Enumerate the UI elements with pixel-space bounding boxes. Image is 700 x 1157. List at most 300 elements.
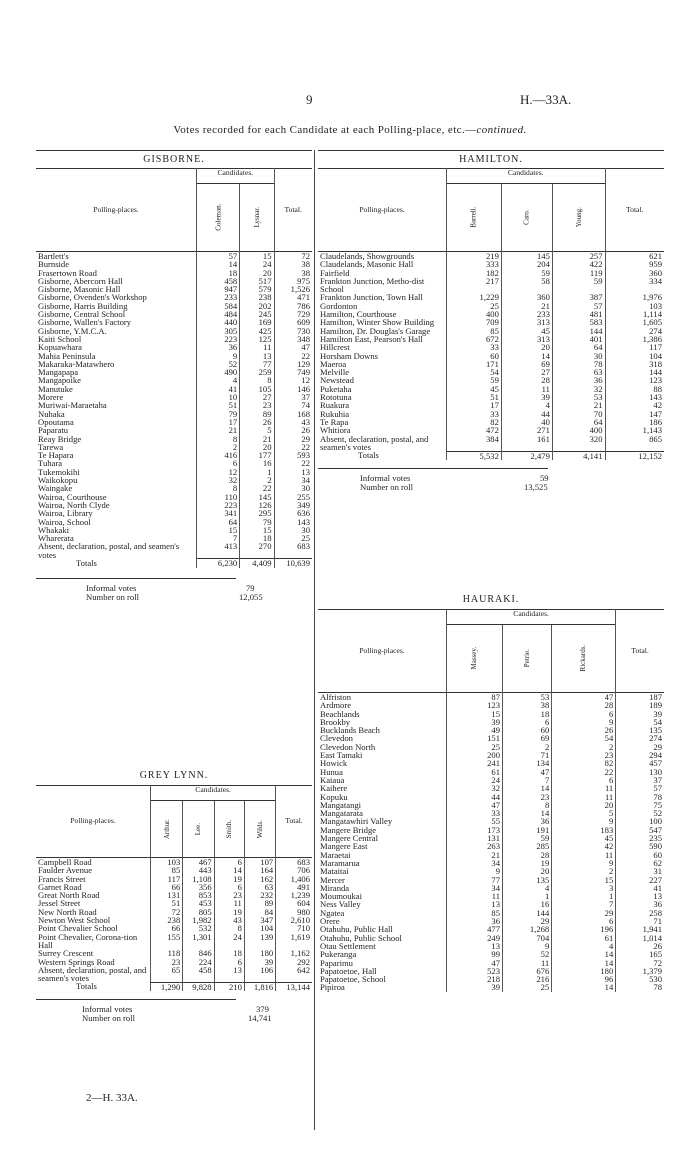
votes-cell: 20 — [503, 867, 552, 875]
votes-cell: 490 — [197, 368, 240, 376]
votes-cell: 77 — [240, 360, 274, 368]
votes-cell: 517 — [240, 277, 274, 285]
votes-cell: 196 — [552, 925, 616, 933]
votes-cell: 151 — [447, 734, 503, 742]
votes-cell: 21 — [197, 426, 240, 434]
votes-cell: 47 — [552, 693, 616, 702]
votes-cell: 13 — [447, 942, 503, 950]
total-cell: 43 — [274, 418, 312, 426]
votes-cell: 443 — [183, 866, 214, 874]
votes-cell: 47 — [447, 801, 503, 809]
polling-place-name: Gisborne, Central School — [38, 309, 126, 320]
polling-place-name: Mangapapa — [38, 367, 79, 378]
hauraki-section — [318, 594, 664, 992]
votes-cell: 64 — [552, 418, 605, 426]
votes-cell: 11 — [240, 343, 274, 351]
total-cell: 13 — [616, 892, 664, 900]
polling-place-name: Gisborne, Harris Building — [38, 300, 128, 311]
total-cell: 12 — [274, 376, 312, 384]
polling-place-name: Mangere Bridge — [320, 824, 377, 835]
hamilton-title: HAMILTON. — [318, 150, 664, 165]
total-cell: 165 — [616, 950, 664, 958]
votes-cell: 39 — [501, 393, 552, 401]
polling-place-name: Absent, declaration, postal, and seamen's votes — [38, 964, 147, 984]
votes-cell: 69 — [503, 734, 552, 742]
candidate-coleman-header: Coleman. — [197, 184, 240, 252]
total-cell: 31 — [616, 867, 664, 875]
total-cell: 706 — [276, 866, 312, 874]
informal-votes-label: Informal votes — [82, 1004, 133, 1015]
polling-place-name: Otahuhu, Public Hall — [320, 924, 393, 935]
votes-cell: 79 — [240, 518, 274, 526]
total-cell: 30 — [274, 484, 312, 492]
votes-cell: 11 — [552, 851, 616, 859]
votes-cell: 532 — [183, 924, 214, 932]
polling-places-header: Polling-places. — [70, 816, 116, 826]
votes-cell: 1,290 — [151, 982, 183, 991]
roll-value: 13,525 — [524, 481, 548, 492]
total-cell: 38 — [274, 269, 312, 277]
votes-cell: 13 — [447, 900, 503, 908]
votes-cell: 45 — [501, 327, 552, 335]
votes-cell: 387 — [552, 293, 605, 301]
polling-place-name: Puketaha — [320, 383, 352, 394]
votes-cell: 25 — [447, 743, 503, 751]
votes-cell: 947 — [197, 285, 240, 293]
total-cell: 491 — [276, 883, 312, 891]
votes-cell: 24 — [214, 933, 244, 950]
votes-cell: 17 — [197, 418, 240, 426]
polling-place-name: Te Rapa — [320, 416, 349, 427]
total-cell: 730 — [274, 327, 312, 335]
polling-place-name: Absent, declaration, postal, and seamen's votes — [38, 541, 180, 560]
votes-cell: 59 — [501, 269, 552, 277]
total-cell: 74 — [274, 401, 312, 409]
votes-cell: 11 — [552, 793, 616, 801]
votes-cell: 202 — [240, 302, 274, 310]
votes-cell: 61 — [447, 768, 503, 776]
votes-cell: 191 — [503, 826, 552, 834]
votes-cell: 709 — [447, 318, 502, 326]
polling-place-name: Wairoa, School — [38, 516, 91, 527]
polling-place-name: Garnet Road — [38, 881, 82, 892]
votes-cell: 69 — [501, 360, 552, 368]
candidates-header: Candidates. — [447, 610, 616, 625]
votes-cell: 26 — [552, 726, 616, 734]
votes-cell: 8 — [197, 484, 240, 492]
votes-cell: 676 — [503, 967, 552, 975]
votes-cell: 4,141 — [552, 451, 605, 460]
votes-cell: 183 — [552, 826, 616, 834]
votes-cell: 400 — [552, 426, 605, 434]
hamilton-section — [318, 150, 664, 495]
votes-cell: 6 — [214, 883, 244, 891]
polling-place-name: Ardmore — [320, 700, 352, 711]
hauraki-table — [318, 609, 664, 992]
total-cell: 227 — [616, 876, 664, 884]
votes-cell: 24 — [447, 776, 503, 784]
total-cell: 1,619 — [276, 933, 312, 950]
polling-place-name: Alfriston — [320, 692, 352, 702]
votes-cell: 6 — [214, 958, 244, 966]
total-cell: 29 — [274, 435, 312, 443]
total-cell: 683 — [274, 542, 312, 559]
polling-place-name: Gisborne, Ovenden's Workshop — [38, 292, 147, 303]
votes-cell: 15 — [447, 710, 503, 718]
votes-cell: 25 — [447, 302, 502, 310]
total-cell: 729 — [274, 310, 312, 318]
gisborne-title: GISBORNE. — [36, 150, 312, 165]
votes-cell: 36 — [197, 343, 240, 351]
votes-cell: 2 — [240, 476, 274, 484]
page-number: 9 — [306, 92, 313, 107]
votes-cell: 9 — [447, 867, 503, 875]
total-cell: 37 — [616, 776, 664, 784]
votes-cell: 204 — [501, 260, 552, 268]
total-cell: 1,162 — [276, 949, 312, 957]
polling-place-name: Gisborne, Abercorn Hall — [38, 275, 123, 286]
votes-cell: 33 — [447, 809, 503, 817]
total-cell: 72 — [274, 252, 312, 261]
polling-place-name: Papatoetoe, Hall — [320, 965, 377, 976]
polling-place-name: Frankton Junction, Town Hall — [320, 292, 423, 303]
votes-cell: 144 — [503, 909, 552, 917]
votes-cell: 34 — [447, 859, 503, 867]
votes-cell: 47 — [503, 768, 552, 776]
votes-cell: 99 — [447, 950, 503, 958]
total-cell: 103 — [605, 302, 664, 310]
votes-cell: 45 — [447, 385, 502, 393]
total-cell: 129 — [274, 360, 312, 368]
polling-place-name: Whakaki — [38, 524, 70, 535]
votes-cell: 23 — [214, 891, 244, 899]
votes-cell: 14 — [214, 866, 244, 874]
votes-cell: 416 — [197, 451, 240, 459]
total-cell: 29 — [616, 743, 664, 751]
votes-cell: 52 — [503, 950, 552, 958]
total-cell: 1,239 — [276, 891, 312, 899]
votes-cell: 162 — [244, 875, 275, 883]
polling-place-name: Hillcrest — [320, 342, 350, 353]
polling-place-name: Mangatarata — [320, 808, 363, 819]
greylynn-section — [36, 770, 312, 1026]
votes-cell: 271 — [501, 426, 552, 434]
votes-cell: 107 — [244, 858, 275, 867]
votes-cell: 118 — [151, 949, 183, 957]
total-cell: 75 — [616, 801, 664, 809]
votes-cell: 39 — [447, 718, 503, 726]
votes-cell: 484 — [197, 310, 240, 318]
total-cell: 71 — [616, 917, 664, 925]
votes-cell: 9 — [197, 352, 240, 360]
votes-cell: 241 — [447, 759, 503, 767]
informal-votes-value: 79 — [246, 582, 255, 593]
hamilton-footer — [318, 468, 548, 495]
votes-cell: 1 — [240, 468, 274, 476]
votes-cell: 13 — [214, 966, 244, 983]
votes-cell: 61 — [552, 934, 616, 942]
polling-place-name: Mangere East — [320, 841, 368, 852]
votes-cell: 217 — [447, 277, 502, 294]
votes-cell: 82 — [552, 759, 616, 767]
polling-place-name: Surrey Crescent — [38, 948, 94, 959]
total-cell: 636 — [274, 509, 312, 517]
table-row — [36, 966, 312, 983]
total-cell: 38 — [274, 260, 312, 268]
informal-votes-value: 379 — [256, 1004, 269, 1015]
polling-place-name: Jessel Street — [38, 898, 81, 909]
votes-cell: 245 — [240, 310, 274, 318]
votes-cell: 15 — [240, 252, 274, 261]
polling-place-name: Wairoa, North Clyde — [38, 499, 110, 510]
votes-cell: 16 — [240, 459, 274, 467]
total-cell: 604 — [276, 899, 312, 907]
polling-place-name: Frasertown Road — [38, 267, 97, 278]
votes-cell: 123 — [447, 701, 503, 709]
polling-place-name: Miranda — [320, 882, 350, 893]
votes-cell: 453 — [183, 899, 214, 907]
candidates-header: Candidates. — [197, 169, 275, 184]
total-cell: 2,610 — [276, 916, 312, 924]
votes-cell: 32 — [447, 784, 503, 792]
polling-place-name: Mangapoike — [38, 375, 81, 386]
votes-cell: 49 — [447, 726, 503, 734]
polling-place-name: Mangatangi — [320, 799, 362, 810]
votes-cell: 119 — [552, 269, 605, 277]
votes-cell: 51 — [151, 899, 183, 907]
votes-cell: 672 — [447, 335, 502, 343]
total-cell: 135 — [616, 726, 664, 734]
votes-cell: 1,982 — [183, 916, 214, 924]
votes-cell: 4,409 — [240, 559, 274, 568]
total-cell: 294 — [616, 751, 664, 759]
votes-cell: 23 — [503, 793, 552, 801]
votes-cell: 36 — [552, 376, 605, 384]
total-cell: 37 — [274, 393, 312, 401]
votes-cell: 145 — [501, 252, 552, 261]
votes-cell: 11 — [501, 385, 552, 393]
greylynn-footer — [36, 999, 272, 1026]
total-cell: 130 — [616, 768, 664, 776]
votes-cell: 169 — [240, 318, 274, 326]
votes-cell: 8 — [197, 435, 240, 443]
votes-cell: 7 — [552, 900, 616, 908]
polling-place-name: Brookby — [320, 716, 351, 727]
polling-place-name: Hamilton East, Pearson's Hall — [320, 333, 423, 344]
polling-place-name: Waikokopu — [38, 475, 78, 486]
total-cell: 147 — [605, 410, 664, 418]
votes-cell: 347 — [244, 916, 275, 924]
polling-place-name: Mangere Central — [320, 833, 378, 844]
votes-cell: 15 — [197, 526, 240, 534]
votes-cell: 21 — [501, 302, 552, 310]
votes-cell: 15 — [552, 876, 616, 884]
votes-cell: 9 — [552, 859, 616, 867]
votes-cell: 6 — [503, 718, 552, 726]
total-cell: 274 — [605, 327, 664, 335]
candidate-petrie-header: Petrie. — [503, 625, 552, 693]
votes-cell: 413 — [197, 542, 240, 559]
votes-cell: 57 — [552, 302, 605, 310]
votes-cell: 51 — [197, 401, 240, 409]
votes-cell: 63 — [552, 368, 605, 376]
total-cell: 980 — [276, 908, 312, 916]
votes-cell: 51 — [447, 393, 502, 401]
total-cell: 593 — [274, 451, 312, 459]
votes-cell: 106 — [244, 966, 275, 983]
polling-place-name: Nuhaka — [38, 408, 65, 419]
polling-place-name: Newstead — [320, 375, 354, 386]
total-cell: 547 — [616, 826, 664, 834]
votes-cell: 425 — [240, 327, 274, 335]
votes-cell: 2 — [197, 443, 240, 451]
votes-cell: 63 — [244, 883, 275, 891]
votes-cell: 25 — [503, 983, 552, 991]
total-cell: 117 — [605, 343, 664, 351]
polling-place-name: Claudelands, Masonic Hall — [320, 259, 414, 270]
votes-cell: 4 — [503, 884, 552, 892]
votes-cell: 28 — [552, 701, 616, 709]
votes-cell: 400 — [447, 310, 502, 318]
votes-cell: 22 — [240, 484, 274, 492]
votes-cell: 14 — [503, 809, 552, 817]
votes-cell: 54 — [447, 368, 502, 376]
greylynn-table — [36, 785, 312, 991]
votes-cell: 200 — [447, 751, 503, 759]
votes-cell: 584 — [197, 302, 240, 310]
polling-place-name: Hamilton, Winter Show Building — [320, 317, 435, 328]
votes-cell: 104 — [244, 924, 275, 932]
gisborne-section — [36, 150, 312, 607]
votes-cell: 54 — [552, 734, 616, 742]
polling-places-header: Polling-places. — [93, 204, 139, 214]
polling-place-name: Hamilton, Courthouse — [320, 309, 397, 320]
polling-place-name: Pukeranga — [320, 949, 357, 960]
votes-cell: 458 — [197, 277, 240, 285]
votes-cell: 356 — [183, 883, 214, 891]
total-cell: 10,639 — [274, 559, 312, 568]
candidate-lysnar-header: Lysnar. — [240, 184, 274, 252]
votes-cell: 21 — [240, 435, 274, 443]
votes-cell: 472 — [447, 426, 502, 434]
votes-cell: 60 — [503, 726, 552, 734]
votes-cell: 704 — [503, 934, 552, 942]
votes-cell: 59 — [447, 376, 502, 384]
total-cell: 42 — [605, 401, 664, 409]
total-header: Total. — [616, 610, 664, 693]
votes-cell: 10 — [197, 393, 240, 401]
votes-cell: 39 — [244, 958, 275, 966]
votes-cell: 177 — [240, 451, 274, 459]
votes-cell: 583 — [552, 318, 605, 326]
totals-row — [36, 982, 312, 991]
document-reference: H.—33A. — [520, 92, 572, 107]
votes-cell: 96 — [552, 975, 616, 983]
votes-cell: 6,230 — [197, 559, 240, 568]
votes-cell: 135 — [503, 876, 552, 884]
polling-place-name: Gisborne, Wallen's Factory — [38, 317, 132, 328]
votes-cell: 117 — [151, 875, 183, 883]
total-cell: 360 — [605, 269, 664, 277]
votes-cell: 32 — [552, 385, 605, 393]
total-cell: 168 — [274, 410, 312, 418]
polling-place-name: Te Hapara — [38, 450, 74, 461]
votes-cell: 26 — [240, 418, 274, 426]
polling-place-name: Bartlett's — [38, 251, 69, 261]
votes-cell: 24 — [240, 260, 274, 268]
votes-cell: 6 — [552, 710, 616, 718]
votes-cell: 805 — [183, 908, 214, 916]
votes-cell: 285 — [503, 842, 552, 850]
votes-cell: 125 — [240, 335, 274, 343]
votes-cell: 20 — [240, 269, 274, 277]
votes-cell: 19 — [214, 875, 244, 883]
votes-cell: 458 — [183, 966, 214, 983]
votes-cell: 9,828 — [183, 982, 214, 991]
totals-label: Totals — [76, 981, 97, 992]
hauraki-title: HAURAKI. — [462, 594, 520, 605]
votes-cell: 43 — [214, 916, 244, 924]
votes-cell: 18 — [214, 949, 244, 957]
column-divider — [314, 150, 315, 1130]
votes-cell: 5,532 — [447, 451, 502, 460]
votes-cell: 44 — [501, 410, 552, 418]
total-cell: 1,379 — [616, 967, 664, 975]
votes-cell: 30 — [552, 352, 605, 360]
polling-place-name: Tuhara — [38, 458, 63, 469]
votes-cell: 6 — [214, 858, 244, 867]
votes-cell: 14 — [552, 983, 616, 991]
heading-continued: continued. — [476, 124, 527, 136]
total-cell: 78 — [616, 983, 664, 991]
candidate-young-header: Young. — [552, 184, 605, 252]
votes-cell: 8 — [503, 801, 552, 809]
total-cell: 292 — [276, 958, 312, 966]
page-heading — [0, 124, 700, 136]
votes-cell: 173 — [447, 826, 503, 834]
votes-cell: 384 — [447, 435, 502, 452]
polling-place-name: Maeroa — [320, 358, 347, 369]
total-cell: 186 — [605, 418, 664, 426]
polling-place-name: Paparatu — [38, 425, 69, 436]
votes-cell: 65 — [151, 966, 183, 983]
total-cell: 104 — [605, 352, 664, 360]
votes-cell: 467 — [183, 858, 214, 867]
votes-cell: 33 — [447, 343, 502, 351]
total-cell: 609 — [274, 318, 312, 326]
total-cell: 1,941 — [616, 925, 664, 933]
polling-place-name: Point Chevalier School — [38, 923, 118, 934]
votes-cell: 5 — [552, 809, 616, 817]
polling-place-name: Great North Road — [38, 890, 100, 901]
votes-cell: 295 — [240, 509, 274, 517]
polling-place-name: Wharerata — [38, 533, 74, 544]
total-cell: 1,526 — [274, 285, 312, 293]
polling-place-name: Opoutama — [38, 416, 74, 427]
polling-place-name: Morere — [38, 392, 64, 403]
polling-place-name: Western Springs Road — [38, 956, 115, 967]
polling-place-name: Waingake — [38, 483, 73, 494]
heading-main: Votes recorded for each Candidate at each Polling-place, etc.— — [173, 124, 477, 136]
votes-cell: 9 — [503, 942, 552, 950]
polling-place-name: Mercer — [320, 874, 345, 885]
votes-cell: 38 — [503, 701, 552, 709]
votes-cell: 18 — [240, 534, 274, 542]
total-cell: 144 — [605, 368, 664, 376]
votes-cell: 233 — [501, 310, 552, 318]
votes-cell: 401 — [552, 335, 605, 343]
total-cell: 334 — [605, 277, 664, 294]
